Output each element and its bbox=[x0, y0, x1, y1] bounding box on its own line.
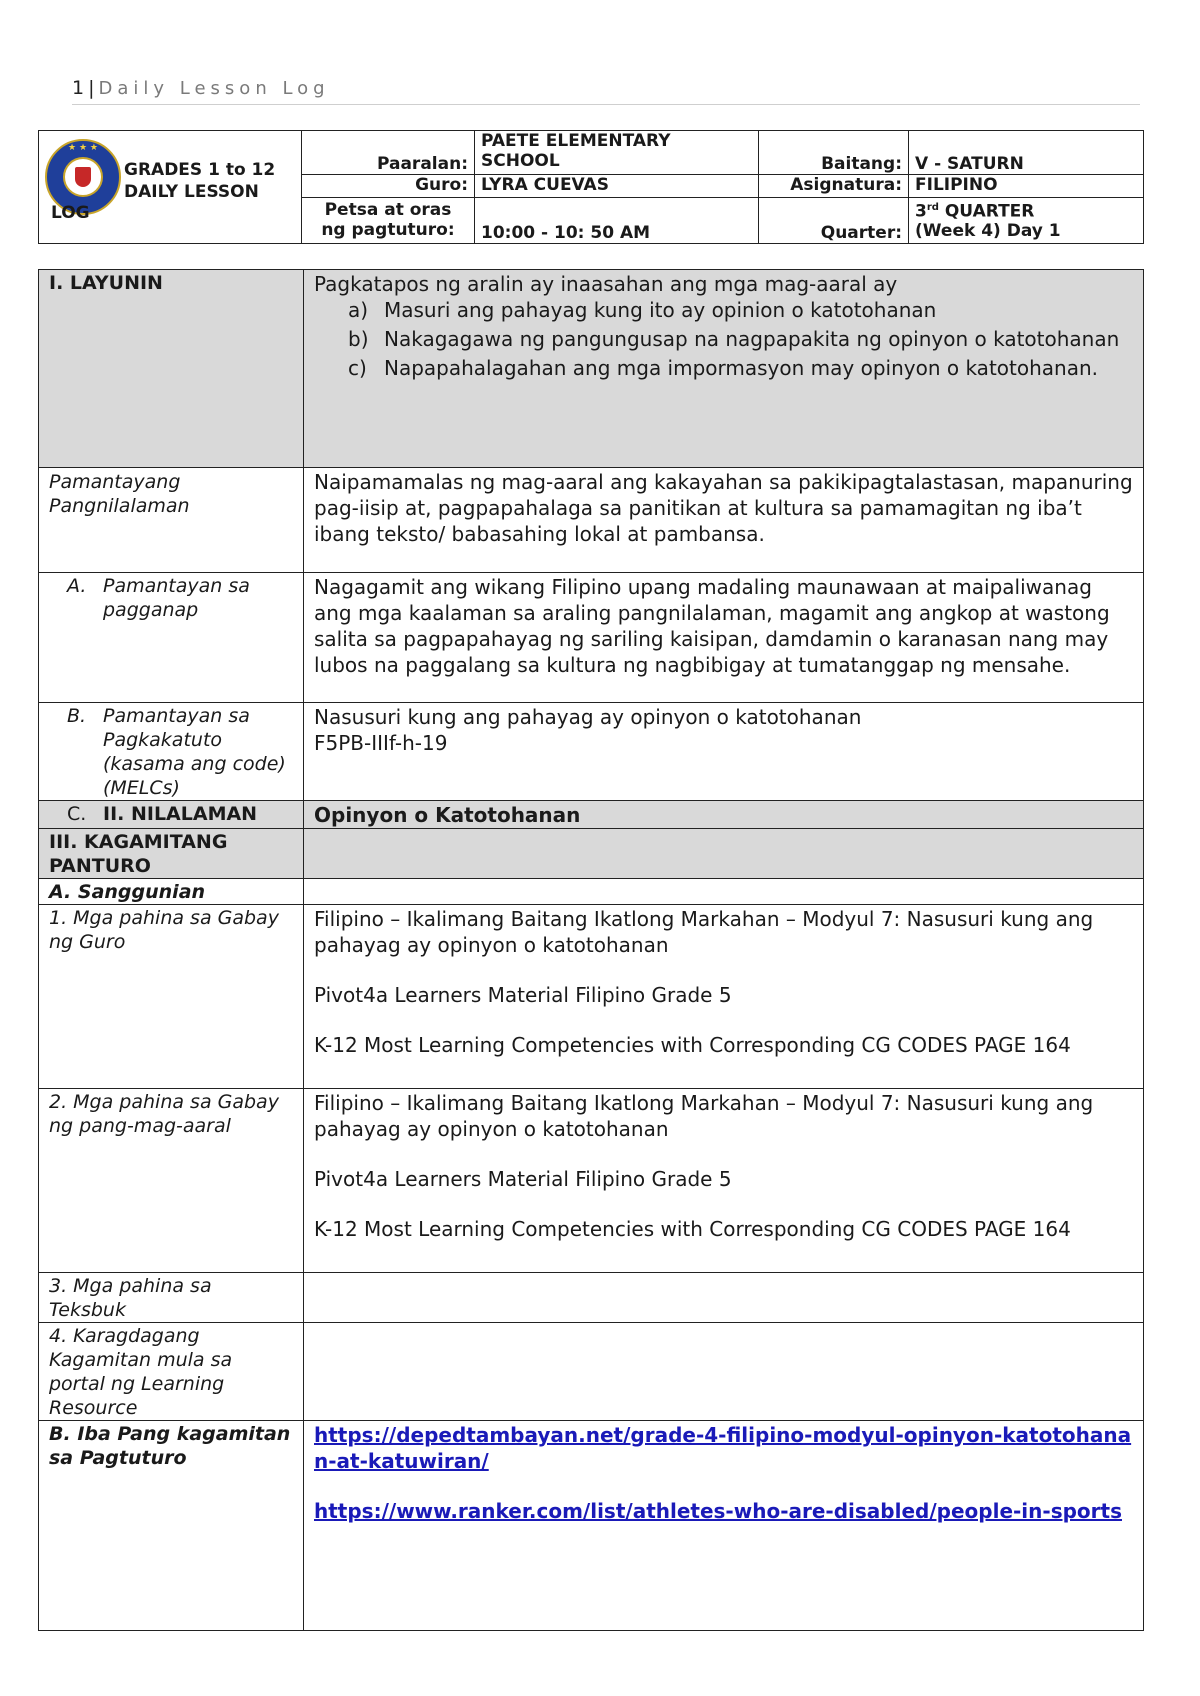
petsa-label: Petsa at oras ng pagtuturo: bbox=[302, 197, 475, 243]
gabay-guro-content: Filipino – Ikalimang Baitang Ikatlong Markahan – Modyul 7: Nasusuri kung ang pahayag ay opinyon o katotohanan Pivot4a Learners Material Filipino Grade 5 K-12 Most Learning Competencies with Corresponding CG CODES PAGE 164 bbox=[304, 905, 1144, 1089]
kagamitang-panturo-content bbox=[304, 829, 1144, 879]
karagdagang-row bbox=[39, 1323, 1144, 1421]
pamantayan-pagganap-text: Nagagamit ang wikang Filipino upang madaling maunawaan at maipaliwanag ang mga kaalaman sa araling pangnilalaman, magamit ang angkop at wastong salita sa pagpapahayag ng sariling kaisipan, damdamin o karanasan nang may lubos na paggalang sa kultura ng nagbibigay at tumatanggap ng mensahe. bbox=[304, 573, 1144, 703]
petsa-value: 10:00 - 10: 50 AM bbox=[475, 197, 759, 243]
reference-link-depedtambayan[interactable]: https://depedtambayan.net/grade-4-filipino-modyul-opinyon-katotohanan-at-katuwiran/ bbox=[314, 1423, 1132, 1473]
sanggunian-row bbox=[39, 879, 1144, 905]
nilalaman-row bbox=[39, 801, 1144, 829]
header-info-table bbox=[38, 130, 1144, 244]
baitang-value: V - SATURN bbox=[909, 131, 1144, 175]
layunin-item: b) Nakagagawa ng pangungusap na nagpapakita ng opinyon o katotohanan bbox=[348, 327, 1120, 351]
paaralan-label: Paaralan: bbox=[302, 131, 475, 175]
logo-cell bbox=[39, 131, 302, 244]
paaralan-value: PAETE ELEMENTARY SCHOOL bbox=[475, 131, 759, 175]
iba-pang-label: B. Iba Pang kagamitan sa Pagtuturo bbox=[39, 1421, 304, 1631]
layunin-label: I. LAYUNIN bbox=[39, 270, 304, 468]
teksbuk-label: 3. Mga pahina sa Teksbuk bbox=[39, 1273, 304, 1323]
layunin-intro: Pagkatapos ng aralin ay inaasahan ang mga mag-aaral ay bbox=[314, 272, 898, 296]
teksbuk-row bbox=[39, 1273, 1144, 1323]
kagamitang-panturo-row bbox=[39, 829, 1144, 879]
sanggunian-label: A. Sanggunian bbox=[39, 879, 304, 905]
iba-pang-row bbox=[39, 1421, 1144, 1631]
pamantayan-pagkakatuto-row bbox=[39, 703, 1144, 801]
pamantayang-pangnilalaman-row bbox=[39, 468, 1144, 573]
pamantayang-pangnilalaman-label: Pamantayang Pangnilalaman bbox=[39, 468, 304, 573]
pamantayan-pagganap-label: A. Pamantayan sa pagganap bbox=[39, 573, 304, 703]
gabay-guro-row bbox=[39, 905, 1144, 1089]
page-number: 1 bbox=[72, 77, 85, 99]
pamantayang-pangnilalaman-text: Naipamamalas ng mag-aaral ang kakayahan sa pakikipagtalastasan, mapanuring pag-iisip at, pagpapahalaga sa panitikan at kultura sa pamamagitan ng iba’t ibang teksto/ babasahing lokal at pambansa. bbox=[304, 468, 1144, 573]
logo-text-log: LOG bbox=[51, 203, 90, 223]
layunin-content bbox=[304, 270, 1144, 468]
melc-code: F5PB-IIIf-h-19 bbox=[314, 731, 448, 755]
layunin-item: a) Masuri ang pahayag kung ito ay opinion o katotohanan bbox=[348, 298, 937, 322]
lesson-plan-table bbox=[38, 269, 1144, 1631]
asignatura-value: FILIPINO bbox=[909, 175, 1144, 197]
guro-value: LYRA CUEVAS bbox=[475, 175, 759, 197]
gabay-guro-label: 1. Mga pahina sa Gabay ng Guro bbox=[39, 905, 304, 1089]
quarter-value: 3rd QUARTER (Week 4) Day 1 bbox=[909, 197, 1144, 243]
sanggunian-content bbox=[304, 879, 1144, 905]
karagdagang-label: 4. Karagdagang Kagamitan mula sa portal ng Learning Resource bbox=[39, 1323, 304, 1421]
asignatura-label: Asignatura: bbox=[759, 175, 909, 197]
karagdagang-content bbox=[304, 1323, 1144, 1421]
gabay-mag-aaral-content: Filipino – Ikalimang Baitang Ikatlong Markahan – Modyul 7: Nasusuri kung ang pahayag ay opinyon o katotohanan Pivot4a Learners Material Filipino Grade 5 K-12 Most Learning Competencies with Corresponding CG CODES PAGE 164 bbox=[304, 1089, 1144, 1273]
page-header bbox=[72, 76, 1140, 105]
layunin-row bbox=[39, 270, 1144, 468]
deped-seal-icon: ★ ★ ★ bbox=[45, 139, 121, 215]
pamantayan-pagkakatuto-content: Nasusuri kung ang pahayag ay opinyon o katotohanan F5PB-IIIf-h-19 bbox=[304, 703, 1144, 801]
reference-link-ranker[interactable]: https://www.ranker.com/list/athletes-who-are-disabled/people-in-sports bbox=[314, 1499, 1122, 1523]
kagamitang-panturo-label: III. KAGAMITANG PANTURO bbox=[39, 829, 304, 879]
logo-text: GRADES 1 to 12 DAILY LESSON bbox=[124, 160, 276, 202]
pamantayan-pagkakatuto-label: B. Pamantayan sa Pagkakatuto (kasama ang code) (MELCs) bbox=[39, 703, 304, 801]
layunin-list bbox=[314, 297, 1135, 381]
pamantayan-pagganap-row bbox=[39, 573, 1144, 703]
document-title: Daily Lesson Log bbox=[98, 78, 330, 99]
teksbuk-content bbox=[304, 1273, 1144, 1323]
gabay-mag-aaral-row bbox=[39, 1089, 1144, 1273]
iba-pang-content bbox=[304, 1421, 1144, 1631]
quarter-label: Quarter: bbox=[759, 197, 909, 243]
layunin-item: c) Napapahalagahan ang mga impormasyon may opinyon o katotohanan. bbox=[348, 356, 1098, 380]
baitang-label: Baitang: bbox=[759, 131, 909, 175]
gabay-mag-aaral-label: 2. Mga pahina sa Gabay ng pang-mag-aaral bbox=[39, 1089, 304, 1273]
nilalaman-label: C. II. NILALAMAN bbox=[39, 801, 304, 829]
guro-label: Guro: bbox=[302, 175, 475, 197]
nilalaman-text: Opinyon o Katotohanan bbox=[304, 801, 1144, 829]
header-separator: | bbox=[88, 77, 95, 99]
